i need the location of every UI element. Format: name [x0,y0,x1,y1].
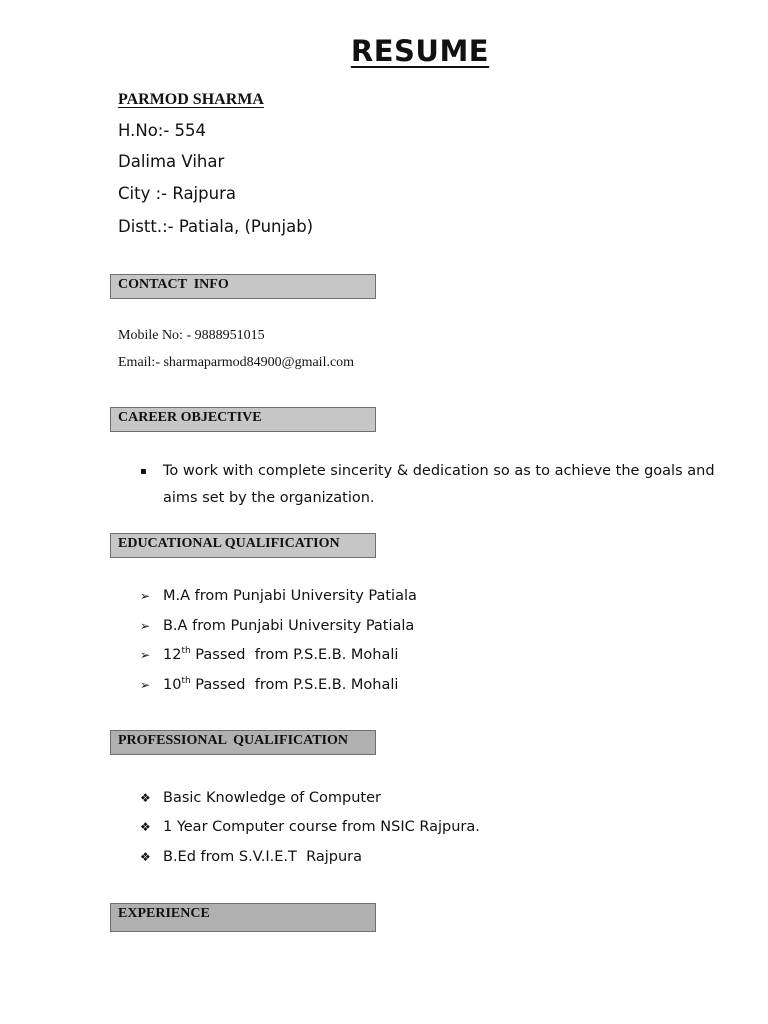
document-title: RESUME [350,34,490,68]
address-city: City :- Rajpura [118,184,236,203]
education-text-rest: Passed from P.S.E.B. Mohali [190,647,399,663]
contact-mobile: Mobile No: - 9888951015 [118,328,265,343]
section-heading-experience: EXPERIENCE [110,903,376,932]
square-bullet-icon: ▪ [140,466,147,477]
candidate-name: PARMOD SHARMA [118,91,264,108]
objective-list-item [140,458,720,512]
arrow-bullet-icon: ➢ [140,678,151,692]
objective-text: To work with complete sincerity & dedication so as to achieve the goals and aims set by the organization. [163,463,715,506]
arrow-bullet-icon: ➢ [140,619,151,633]
education-text-rest: Passed from P.S.E.B. Mohali [190,677,399,693]
ordinal-suffix: th [181,646,191,657]
professional-item [140,849,362,865]
address-area: Dalima Vihar [118,152,225,171]
education-text: 10 [163,677,182,693]
arrow-bullet-icon: ➢ [140,589,151,603]
professional-item [140,819,480,835]
ordinal-suffix: th [181,676,191,687]
professional-text: Basic Knowledge of Computer [163,790,381,806]
diamond-bullet-icon: ❖ [140,850,151,864]
address-house: H.No:- 554 [118,121,207,140]
section-heading-education: EDUCATIONAL QUALIFICATION [110,533,376,558]
education-text: B.A from Punjabi University Patiala [163,618,415,634]
education-text: M.A from Punjabi University Patiala [163,588,417,604]
education-item [140,588,417,604]
professional-text: B.Ed from S.V.I.E.T Rajpura [163,849,362,865]
diamond-bullet-icon: ❖ [140,820,151,834]
section-heading-objective: CAREER OBJECTIVE [110,407,376,432]
contact-email: Email:- sharmaparmod84900@gmail.com [118,355,355,370]
education-item [140,618,414,634]
education-text: 12 [163,647,182,663]
diamond-bullet-icon: ❖ [140,791,151,805]
professional-item [140,790,381,806]
address-district: Distt.:- Patiala, (Punjab) [118,217,314,236]
section-heading-professional: PROFESSIONAL QUALIFICATION [110,730,376,755]
professional-text: 1 Year Computer course from NSIC Rajpura. [163,819,480,835]
education-item [140,677,398,693]
arrow-bullet-icon: ➢ [140,648,151,662]
education-item [140,647,398,663]
section-heading-contact: CONTACT INFO [110,274,376,299]
